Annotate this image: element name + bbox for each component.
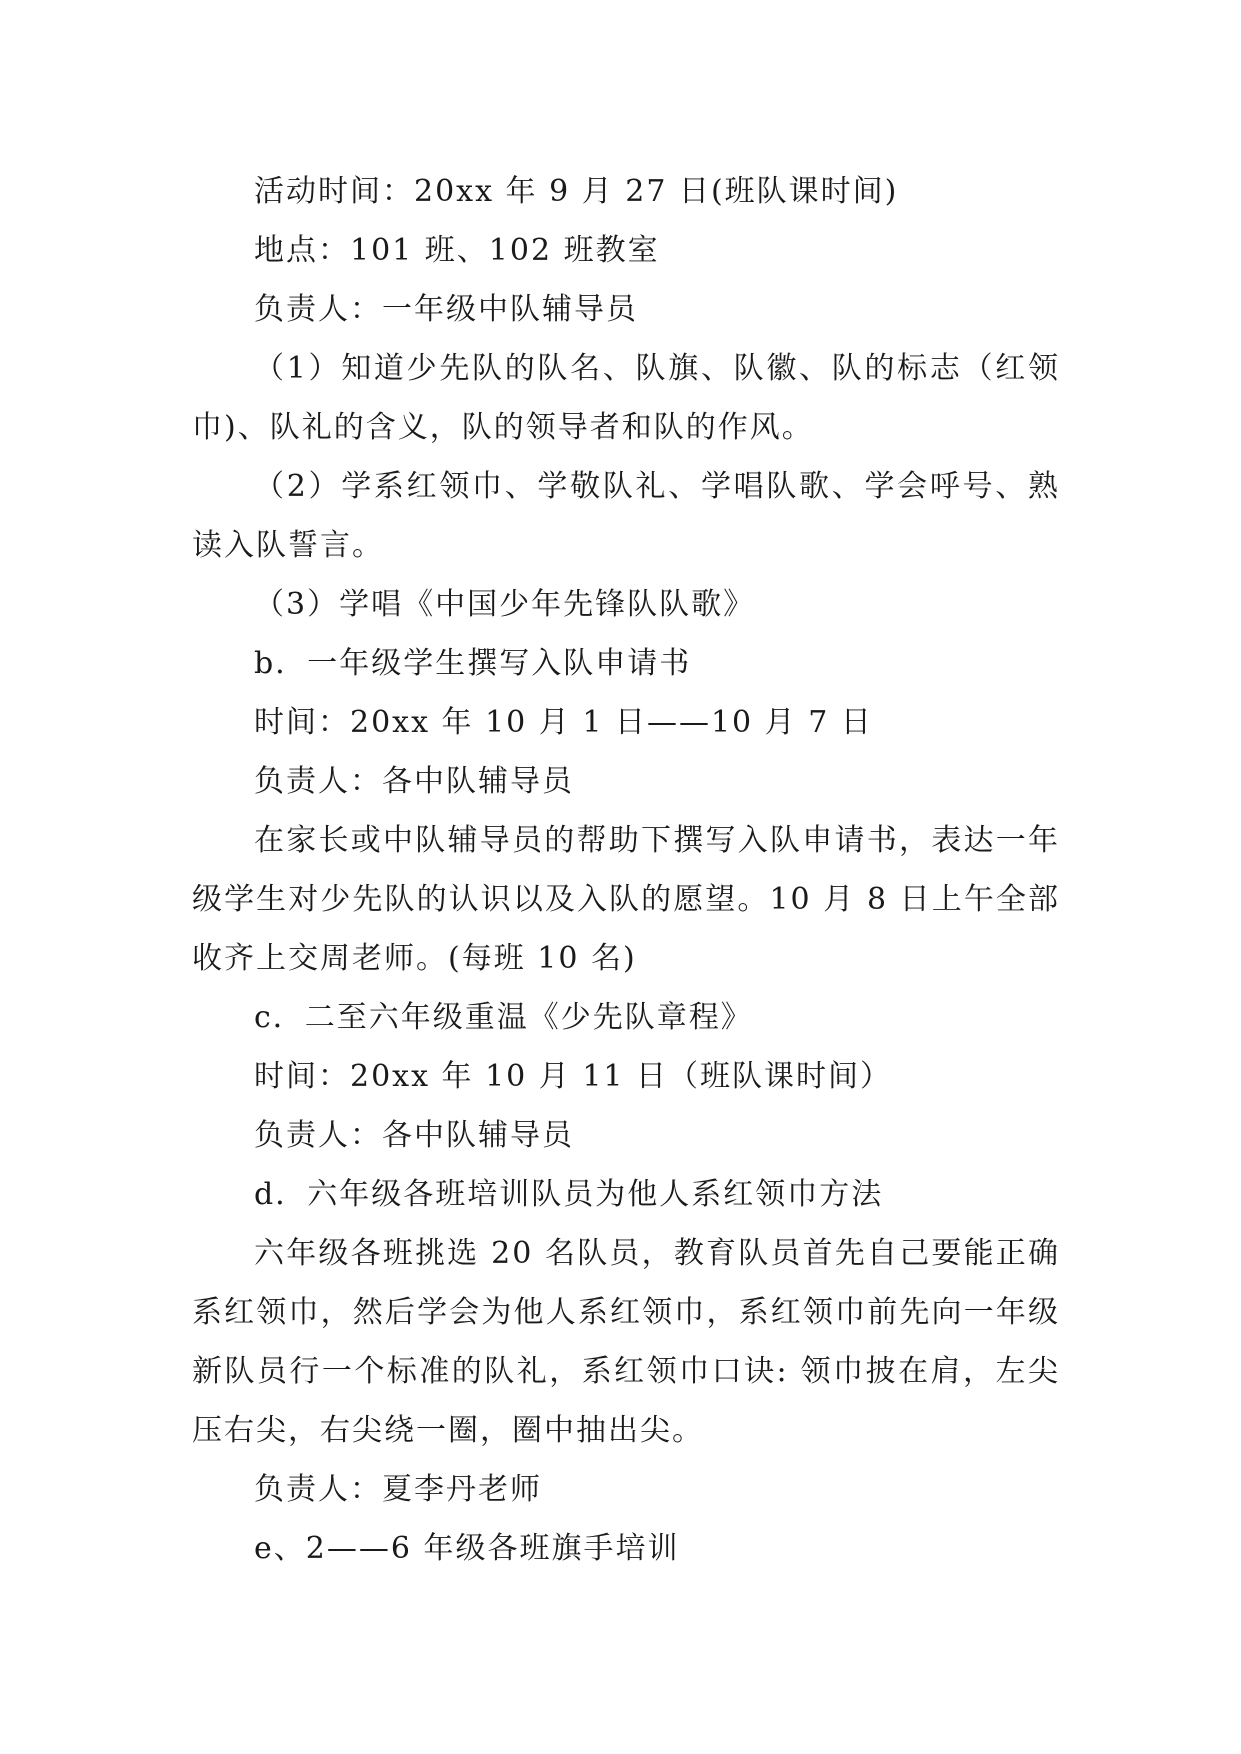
document-body — [192, 162, 1060, 1578]
section-e-heading: e、2——6 年级各班旗手培训 — [254, 1531, 680, 1566]
section-b-heading: b．一年级学生撰写入队申请书 — [254, 646, 692, 681]
person-in-charge: 负责人：一年级中队辅导员 — [254, 292, 638, 327]
section-d-person: 负责人：夏李丹老师 — [254, 1472, 542, 1507]
location: 地点：101 班、102 班教室 — [254, 233, 660, 268]
section-c-time: 时间：20xx 年 10 月 11 日（班队课时间） — [254, 1059, 893, 1094]
item-2: （2）学系红领巾、学敬队礼、学唱队歌、学会呼号、熟读入队誓言。 — [192, 469, 1060, 563]
section-d-description: 六年级各班挑选 20 名队员，教育队员首先自己要能正确系红领巾，然后学会为他人系红领巾，系红领巾前先向一年级新队员行一个标准的队礼，系红领巾口诀: 领巾披在肩，左尖压右尖，右尖绕一圈，圈中抽出尖。 — [192, 1236, 1060, 1448]
section-b-description: 在家长或中队辅导员的帮助下撰写入队申请书，表达一年级学生对少先队的认识以及入队的愿望。10 月 8 日上午全部收齐上交周老师。(每班 10 名) — [192, 823, 1060, 976]
section-d-heading: d．六年级各班培训队员为他人系红领巾方法 — [254, 1177, 884, 1212]
section-c-person: 负责人：各中队辅导员 — [254, 1118, 574, 1153]
activity-time: 活动时间：20xx 年 9 月 27 日(班队课时间) — [254, 174, 899, 209]
section-b-time: 时间：20xx 年 10 月 1 日——10 月 7 日 — [254, 705, 873, 740]
section-b-person: 负责人：各中队辅导员 — [254, 764, 574, 799]
section-c-heading: c．二至六年级重温《少先队章程》 — [254, 1000, 753, 1035]
item-3: （3）学唱《中国少年先锋队队歌》 — [254, 587, 756, 622]
item-1: （1）知道少先队的队名、队旗、队徽、队的标志（红领巾)、队礼的含义，队的领导者和队的作风。 — [192, 351, 1060, 445]
